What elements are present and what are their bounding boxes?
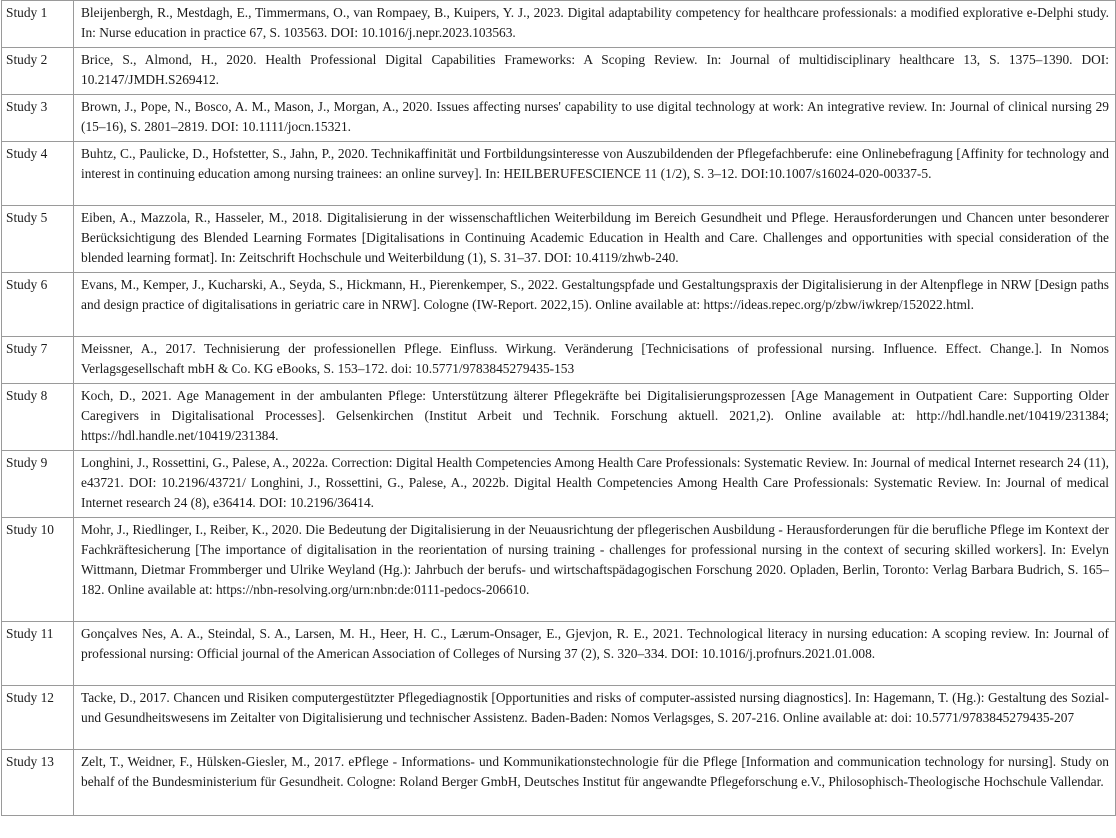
study-reference: Meissner, A., 2017. Technisierung der professionellen Pflege. Einfluss. Wirkung. Veränderung [Technicisations of professional nursing. Influence. Effect. Change.]. In Nomos Verlagsgesellschaft mbH & Co. KG eBooks, S. 153–172. doi: 10.5771/9783845279435-153	[74, 337, 1116, 384]
table-row	[2, 750, 1116, 816]
study-reference: Longhini, J., Rossettini, G., Palese, A., 2022a. Correction: Digital Health Competencies Among Health Care Professionals: Systematic Review. In: Journal of medical Internet research 24 (11), e43721. DOI: 10.2196/43721/ Longhini, J., Rossettini, G., Palese, A., 2022b. Digital Health Competencies Among Health Care Professionals: Systematic Review. In: Journal of medical Internet research 24 (8), e36414. DOI: 10.2196/36414.	[74, 451, 1116, 518]
study-label: Study 11	[2, 622, 74, 686]
study-reference: Brice, S., Almond, H., 2020. Health Professional Digital Capabilities Frameworks: A Scoping Review. In: Journal of multidisciplinary healthcare 13, S. 1375–1390. DOI: 10.2147/JMDH.S269412.	[74, 48, 1116, 95]
study-label: Study 3	[2, 95, 74, 142]
study-label: Study 8	[2, 384, 74, 451]
table-row	[2, 206, 1116, 273]
table-row	[2, 1, 1116, 48]
study-label: Study 7	[2, 337, 74, 384]
study-label: Study 2	[2, 48, 74, 95]
table-row	[2, 95, 1116, 142]
study-reference: Zelt, T., Weidner, F., Hülsken-Giesler, M., 2017. ePflege - Informations- und Kommunikationstechnologie für die Pflege [Information and communication technology for nursing]. Study on behalf of the Bundesministerium für Gesundheit. Cologne: Roland Berger GmbH, Deutsches Institut für angewandte Pflegeforschung e.V., Philosophisch-Theologische Hochschule Vallendar.	[74, 750, 1116, 816]
study-reference: Bleijenbergh, R., Mestdagh, E., Timmermans, O., van Rompaey, B., Kuipers, Y. J., 2023. Digital adaptability competency for healthcare professionals: a modified explorative e-Delphi study. In: Nurse education in practice 67, S. 103563. DOI: 10.1016/j.nepr.2023.103563.	[74, 1, 1116, 48]
study-reference: Eiben, A., Mazzola, R., Hasseler, M., 2018. Digitalisierung in der wissenschaftlichen Weiterbildung im Bereich Gesundheit und Pflege. Herausforderungen und Chancen unter besonderer Berücksichtigung des Blended Learning Formates [Digitalisations in Continuing Academic Education in Health and Care. Challenges and opportunities with special consideration of the blended learning format]. In: Zeitschrift Hochschule und Weiterbildung (1), S. 31–37. DOI: 10.4119/zhwb-240.	[74, 206, 1116, 273]
table-row	[2, 48, 1116, 95]
study-label: Study 1	[2, 1, 74, 48]
study-label: Study 4	[2, 142, 74, 206]
study-label: Study 6	[2, 273, 74, 337]
table-row	[2, 384, 1116, 451]
study-reference: Buhtz, C., Paulicke, D., Hofstetter, S., Jahn, P., 2020. Technikaffinität und Fortbildungsinteresse von Auszubildenden der Pflegefachberufe: eine Onlinebefragung [Affinity for technology and interest in continuing education among nursing trainees: an online survey]. In: HEILBERUFESCIENCE 11 (1/2), S. 3–12. DOI:10.1007/s16024-020-00337-5.	[74, 142, 1116, 206]
table-row	[2, 622, 1116, 686]
study-reference: Evans, M., Kemper, J., Kucharski, A., Seyda, S., Hickmann, H., Pierenkemper, S., 2022. Gestaltungspfade und Gestaltungspraxis der Digitalisierung in der Altenpflege in NRW [Design paths and design practice of digitalisations in geriatric care in NRW]. Cologne (IW-Report. 2022,15). Online available at: https://ideas.repec.org/p/zbw/iwkrep/152022.html.	[74, 273, 1116, 337]
table-row	[2, 273, 1116, 337]
table-row	[2, 518, 1116, 622]
table-row	[2, 451, 1116, 518]
study-reference: Mohr, J., Riedlinger, I., Reiber, K., 2020. Die Bedeutung der Digitalisierung in der Neuausrichtung der pflegerischen Ausbildung - Herausforderungen für die berufliche Pflege im Kontext der Fachkräftesicherung [The importance of digitalisation in the reorientation of nursing training - challenges for professional nursing in the context of securing skilled workers]. In: Evelyn Wittmann, Dietmar Frommberger und Ulrike Weyland (Hg.): Jahrbuch der berufs- und wirtschaftspädagogischen Forschung 2020. Opladen, Berlin, Toronto: Verlag Barbara Budrich, S. 165–182. Online available at: https://nbn-resolving.org/urn:nbn:de:0111-pedocs-206610.	[74, 518, 1116, 622]
table-row	[2, 686, 1116, 750]
study-label: Study 13	[2, 750, 74, 816]
study-label: Study 10	[2, 518, 74, 622]
study-label: Study 5	[2, 206, 74, 273]
study-reference: Gonçalves Nes, A. A., Steindal, S. A., Larsen, M. H., Heer, H. C., Lærum-Onsager, E., Gjevjon, R. E., 2021. Technological literacy in nursing education: A scoping review. In: Journal of professional nursing: Official journal of the American Association of Colleges of Nursing 37 (2), S. 320–334. DOI: 10.1016/j.profnurs.2021.01.008.	[74, 622, 1116, 686]
study-reference: Brown, J., Pope, N., Bosco, A. M., Mason, J., Morgan, A., 2020. Issues affecting nurses' capability to use digital technology at work: An integrative review. In: Journal of clinical nursing 29 (15–16), S. 2801–2819. DOI: 10.1111/jocn.15321.	[74, 95, 1116, 142]
study-label: Study 9	[2, 451, 74, 518]
study-reference: Tacke, D., 2017. Chancen und Risiken computergestützter Pflegediagnostik [Opportunities and risks of computer-assisted nursing diagnostics]. In: Hagemann, T. (Hg.): Gestaltung des Sozial- und Gesundheitswesens im Zeitalter von Digitalisierung und technischer Assistenz. Baden-Baden: Nomos Verlagsges, S. 207-216. Online available at: doi: 10.5771/9783845279435-207	[74, 686, 1116, 750]
study-label: Study 12	[2, 686, 74, 750]
study-reference: Koch, D., 2021. Age Management in der ambulanten Pflege: Unterstützung älterer Pflegekräfte bei Digitalisierungsprozessen [Age Management in Outpatient Care: Supporting Older Caregivers in Digitalisational Processes]. Gelsenkirchen (Institut Arbeit und Technik. Forschung aktuell. 2021,2). Online available at: http://hdl.handle.net/10419/231384; https://hdl.handle.net/10419/231384.	[74, 384, 1116, 451]
study-references-table	[1, 0, 1116, 816]
table-row	[2, 142, 1116, 206]
table-row	[2, 337, 1116, 384]
